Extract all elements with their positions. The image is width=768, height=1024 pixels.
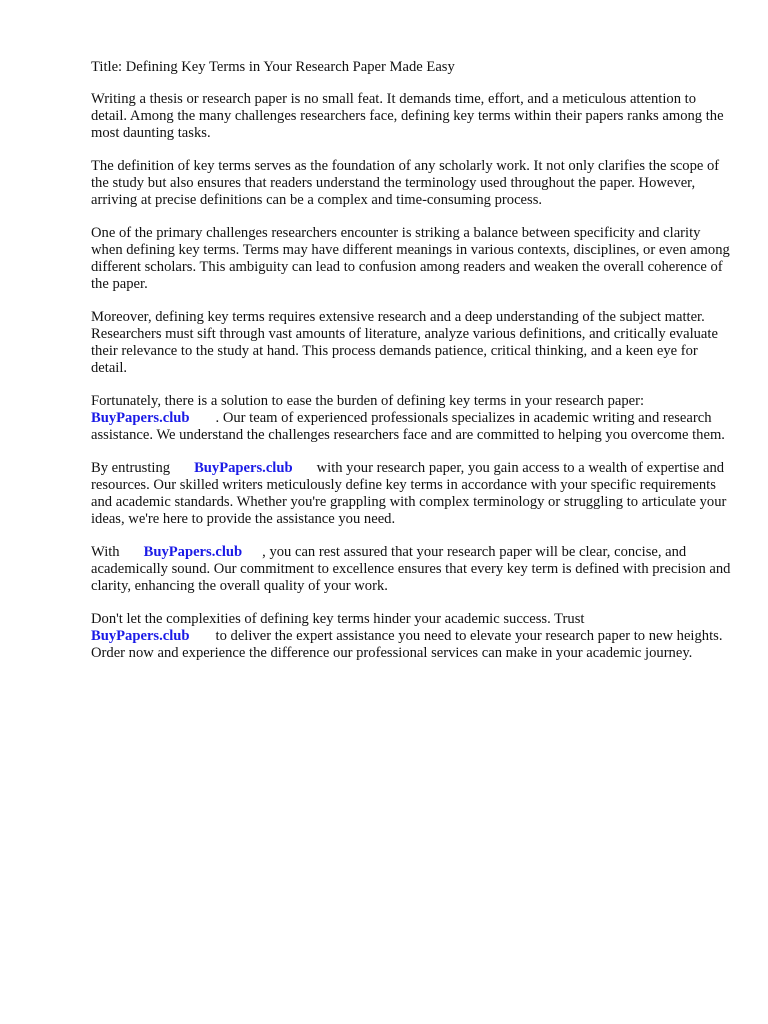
paragraph-solution-lead: Fortunately, there is a solution to ease the burden of defining key terms in your research paper:	[91, 393, 645, 409]
paragraph-definition: The definition of key terms serves as the foundation of any scholarly work. It not only clarifies the scope of the study but also ensures that readers understand the terminology used throughout the paper. However, arriving at precise definitions can be a complex and time-consuming process.	[91, 158, 720, 208]
buypapers-link[interactable]: BuyPapers.club	[91, 410, 190, 426]
paragraph-solution-tail: . Our team of experienced professionals specializes in academic writing and research assistance. We understand the challenges researchers face and are committed to helping you overcome them.	[91, 410, 725, 443]
buypapers-link[interactable]: BuyPapers.club	[91, 628, 190, 644]
paragraph-entrusting-tail: with your research paper, you gain access to a wealth of expertise and resources. Our skilled writers meticulously define key terms in accordance with your specific requirements and academic standards. Whether you're grappling with complex terminology or struggling to articulate your ideas, we're here to provide the assistance you need.	[91, 460, 727, 527]
document-page	[91, 59, 731, 678]
paragraph-entrusting	[91, 460, 731, 528]
paragraph-with-lead: With	[91, 544, 120, 560]
paragraph-challenges: One of the primary challenges researchers encounter is striking a balance between specificity and clarity when defining key terms. Terms may have different meanings in various contexts, disciplines, or even among different scholars. This ambiguity can lead to confusion among readers and weaken the overall coherence of the paper.	[91, 225, 730, 292]
buypapers-link[interactable]: BuyPapers.club	[194, 460, 293, 476]
document-title: Title: Defining Key Terms in Your Research Paper Made Easy	[91, 59, 455, 75]
paragraph-with-tail: , you can rest assured that your research paper will be clear, concise, and academically sound. Our commitment to excellence ensures that every key term is defined with precision and clarity, enhancing the overall quality of your work.	[91, 544, 731, 594]
paragraph-research: Moreover, defining key terms requires extensive research and a deep understanding of the subject matter. Researchers must sift through vast amounts of literature, analyze various definitions, and critically evaluate their relevance to the study at hand. This process demands patience, critical thinking, and a keen eye for detail.	[91, 309, 718, 376]
paragraph-with	[91, 544, 731, 595]
paragraph-entrusting-lead: By entrusting	[91, 460, 171, 476]
paragraph-trust-tail: to deliver the expert assistance you need to elevate your research paper to new heights. Order now and experience the difference our professional services can make in your academic journey.	[91, 628, 723, 661]
buypapers-link[interactable]: BuyPapers.club	[143, 544, 243, 560]
paragraph-intro: Writing a thesis or research paper is no small feat. It demands time, effort, and a meticulous attention to detail. Among the many challenges researchers face, defining key terms within their papers ranks among the most daunting tasks.	[91, 91, 724, 141]
paragraph-solution	[91, 393, 731, 444]
paragraph-trust	[91, 611, 731, 662]
paragraph-trust-lead: Don't let the complexities of defining key terms hinder your academic success. Trust	[91, 611, 585, 627]
